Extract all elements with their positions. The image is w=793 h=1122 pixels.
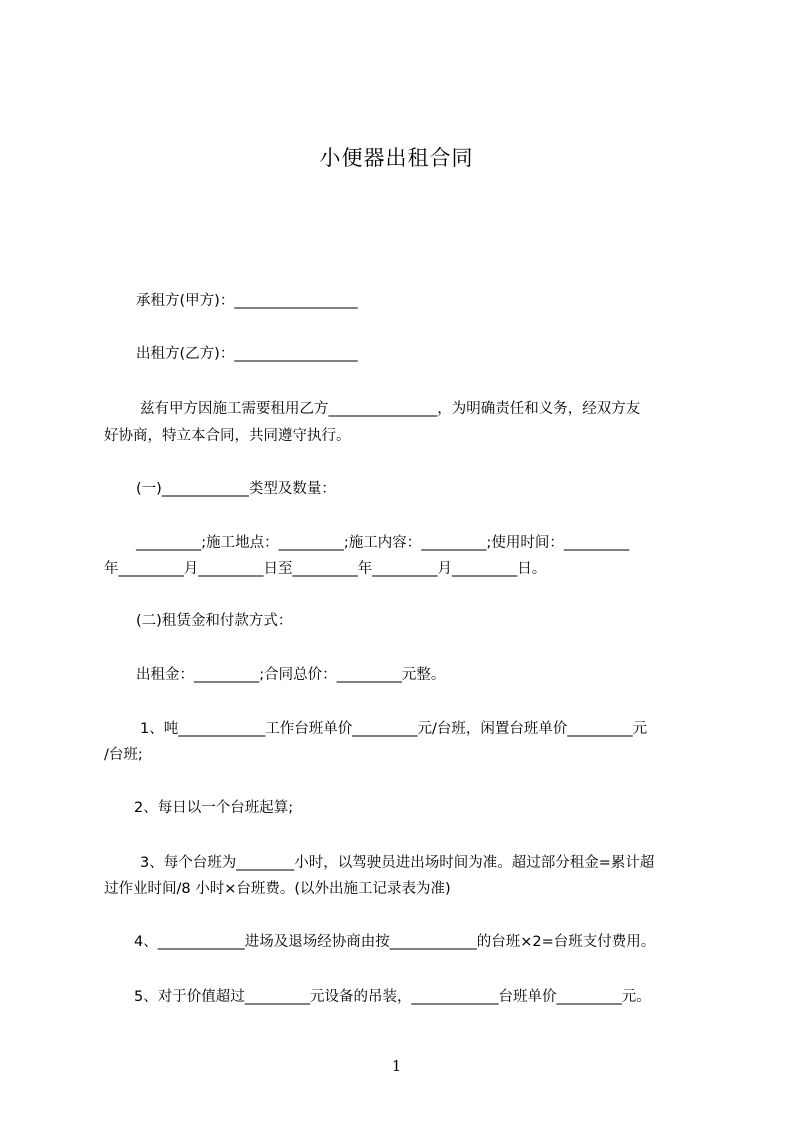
section-two-heading: (二)租赁金和付款方式： <box>136 613 293 629</box>
clause-3-line-1: 3、每个台班为________小时，以驾驶员进出场时间为准。超过部分租金=累计超 <box>140 855 655 871</box>
clause-1-line-1: 1、吨____________工作台班单价_________元/台班，闲置台班单价_________元 <box>140 721 648 737</box>
document-title: 小便器出租合同 <box>319 146 474 170</box>
page-number: 1 <box>391 1057 402 1075</box>
rent-total-line: 出租金：_________;合同总价：_________元整。 <box>136 667 446 683</box>
clause-1-line-2: /台班; <box>104 747 143 763</box>
equipment-details-line-2: 年_________月_________日至_________年_________月_________日。 <box>104 561 547 577</box>
party-b-line: 出租方(乙方)：_________________ <box>136 346 358 362</box>
clause-4: 4、____________进场及退场经协商由按____________的台班×2=台班支付费用。 <box>134 934 656 950</box>
intro-paragraph-line-1: 兹有甲方因施工需要租用乙方_______________，为明确责任和义务，经双方友 <box>140 401 641 417</box>
clause-3-line-2: 过作业时间/8 小时×台班费。(以外出施工记录表为准) <box>104 881 451 897</box>
clause-2: 2、每日以一个台班起算; <box>134 800 294 816</box>
party-a-line: 承租方(甲方)：_________________ <box>136 293 358 309</box>
intro-paragraph-line-2: 好协商，特立本合同，共同遵守执行。 <box>104 428 351 444</box>
section-one-heading: (一)____________类型及数量： <box>136 481 336 497</box>
clause-5: 5、对于价值超过_________元设备的吊装，____________台班单价_________元。 <box>134 989 651 1005</box>
equipment-details-line-1: _________;施工地点：_________;施工内容：_________;使用时间：_________ <box>136 535 630 551</box>
